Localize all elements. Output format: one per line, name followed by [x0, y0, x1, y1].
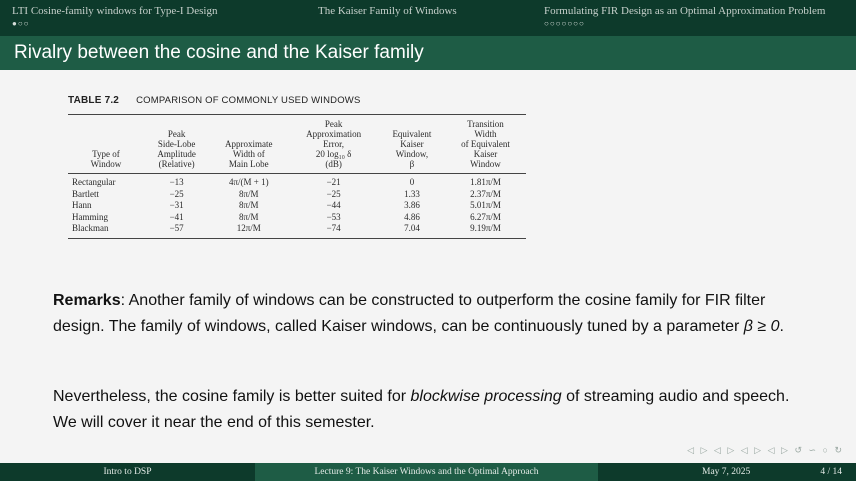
table-cell: −41: [169, 211, 184, 222]
beamer-navigation-icons[interactable]: ◁ ▷ ◁ ▷ ◁ ▷ ◁ ▷ ↺ ∽ ○ ↻: [687, 445, 844, 455]
table-cell: 7.04: [404, 223, 420, 233]
table-cell: −13: [169, 177, 184, 187]
section-navigation: [0, 0, 856, 36]
remarks-paragraph: [53, 288, 793, 340]
table-cell: −44: [326, 200, 341, 210]
table-cell: Hamming: [72, 211, 108, 222]
table-cell: −57: [169, 223, 184, 233]
table-cell: 1.33: [404, 188, 420, 199]
nav-section-2[interactable]: The Kaiser Family of Windows: [318, 5, 457, 17]
remarks-text: : Another family of windows can be constructed to outperform the cosine family for FIR filter design. The family of windows, called Kaiser windows, can be continuously tuned by a parameter: [53, 292, 766, 335]
table-cell: 6.27π/M: [470, 211, 501, 222]
col-header-beta: Equivalent Kaiser Window, β: [392, 129, 432, 169]
table-cell: 1.81π/M: [470, 177, 501, 187]
table-cell: 8π/M: [239, 200, 259, 210]
footer-date: May 7, 2025: [702, 467, 751, 477]
footer-right: [598, 463, 856, 481]
nav-section-1[interactable]: LTI Cosine-family windows for Type-I Design: [12, 5, 218, 17]
table-row: [68, 212, 526, 224]
nav-section-1-dots[interactable]: ●○○: [12, 19, 30, 28]
col-header-error: Peak Approximation Error, 20 log₁₀ δ (dB): [306, 119, 362, 169]
table-cell: Hann: [72, 200, 92, 210]
nav-section-3-dots[interactable]: ○○○○○○○: [544, 19, 585, 28]
table-row: [68, 200, 526, 212]
nevertheless-end: of streaming audio and speech. We will cover it near the end of this semester.: [53, 388, 790, 431]
table-cell: Rectangular: [72, 177, 116, 187]
table-row: [68, 174, 526, 189]
table-cell: Blackman: [72, 223, 109, 233]
table-cell: −31: [169, 200, 184, 210]
col-header-mainlobe: Approximate Width of Main Lobe: [225, 139, 273, 169]
table-header-row: [68, 115, 526, 174]
table-cell: −74: [326, 223, 341, 233]
table-cell: 9.19π/M: [470, 223, 501, 233]
table-cell: −21: [326, 177, 341, 187]
nav-section-3[interactable]: Formulating FIR Design as an Optimal Approximation Problem: [544, 5, 826, 17]
table-label: TABLE 7.2: [68, 95, 120, 106]
frame-title: Rivalry between the cosine and the Kaiser family: [0, 36, 856, 70]
table-title: COMPARISON OF COMMONLY USED WINDOWS: [136, 95, 361, 106]
window-comparison-table: [68, 114, 526, 239]
table-cell: 5.01π/M: [470, 200, 501, 210]
beta-math: β ≥ 0: [743, 318, 780, 335]
table-cell: 3.86: [404, 200, 420, 210]
col-header-type: Type of Window: [90, 149, 122, 169]
remarks-label: Remarks: [53, 292, 121, 309]
footer-course: Intro to DSP: [0, 463, 255, 481]
footer-lecture: Lecture 9: The Kaiser Windows and the Optimal Approach: [255, 463, 598, 481]
slide-content: [0, 70, 856, 463]
table-cell: 0: [409, 177, 415, 187]
table-row: [68, 189, 526, 201]
table-cell: 8π/M: [239, 188, 259, 199]
footer: [0, 463, 856, 481]
table-cell: −25: [169, 188, 184, 199]
table-cell: 8π/M: [239, 211, 259, 222]
col-header-sidelobe: Peak Side-Lobe Amplitude (Relative): [157, 129, 196, 169]
blockwise-emphasis: blockwise processing: [410, 388, 562, 405]
nevertheless-text: Nevertheless, the cosine family is better suited for: [53, 388, 411, 405]
remarks-end: .: [779, 318, 784, 335]
footer-page-number: 4 / 14: [820, 467, 842, 477]
table-row: [68, 223, 526, 238]
table-cell: 4.86: [404, 211, 420, 222]
col-header-transition: Transition Width of Equivalent Kaiser Window: [461, 119, 510, 169]
table-cell: −25: [326, 188, 341, 199]
table-caption: [68, 95, 361, 106]
table-cell: 4π/(M + 1): [228, 177, 269, 187]
table-cell: −53: [326, 211, 341, 222]
table-cell: Bartlett: [72, 188, 99, 199]
table-cell: 2.37π/M: [470, 188, 501, 199]
table-cell: 12π/M: [236, 223, 261, 233]
nevertheless-paragraph: [53, 384, 793, 436]
